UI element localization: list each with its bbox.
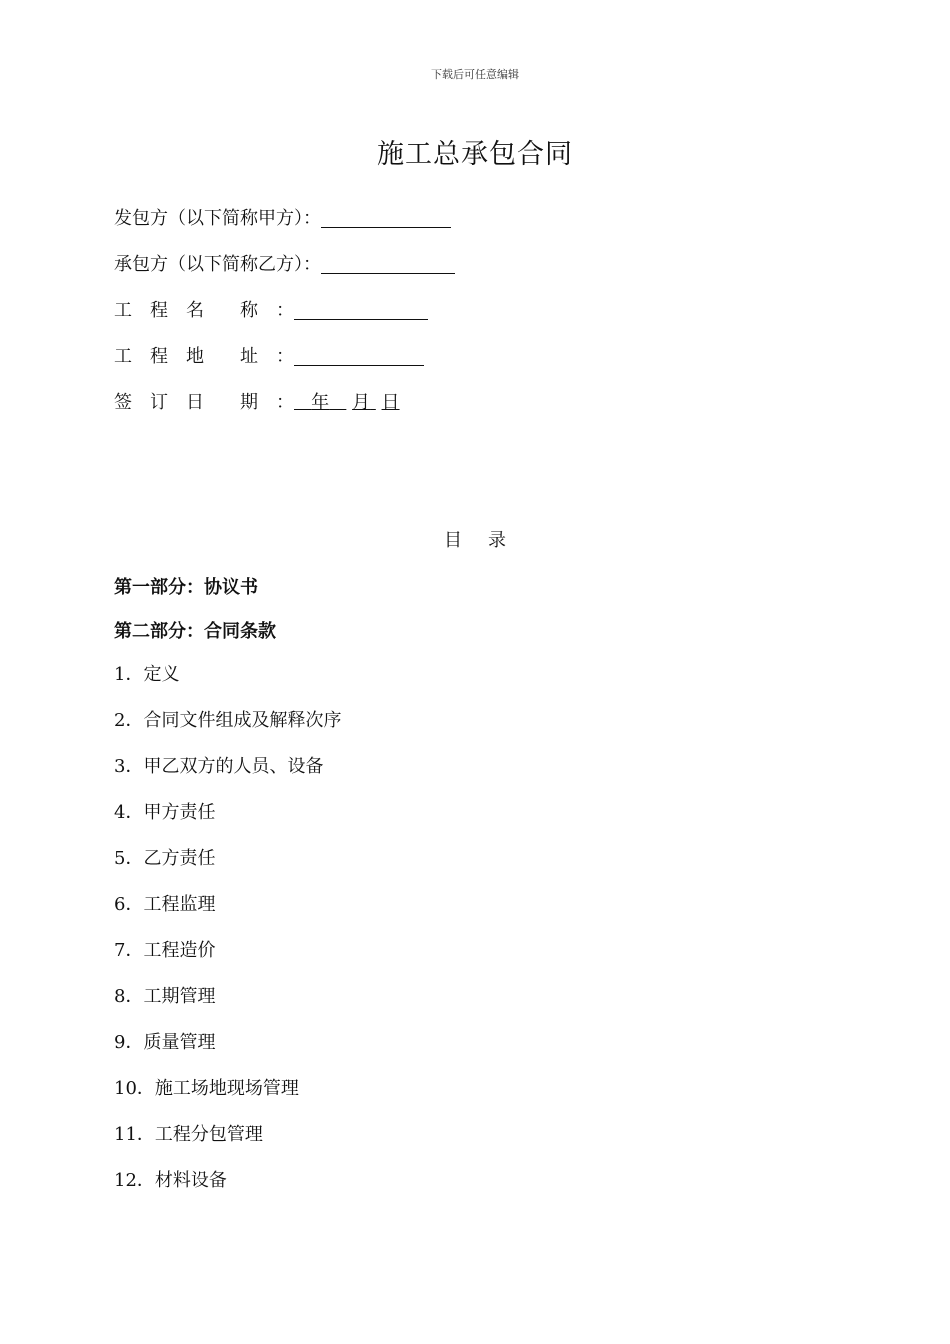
field-project-name-label: 工 程 名 称 ： [114, 300, 294, 321]
toc-part-2: 第二部分：合同条款 [114, 621, 276, 642]
toc-item: 6．工程监理 [114, 894, 216, 915]
toc-item: 8．工期管理 [114, 986, 216, 1007]
toc-item: 10．施工场地现场管理 [114, 1078, 299, 1099]
date-blanks[interactable]: 年 [311, 392, 330, 413]
field-project-address-label: 工 程 地 址 ： [114, 346, 294, 367]
project-address-blank[interactable] [294, 345, 424, 366]
contractor-blank[interactable] [321, 253, 455, 274]
field-sign-date-label: 签 订 日 期 ： [114, 392, 294, 413]
toc-item: 3．甲乙双方的人员、设备 [114, 756, 324, 777]
employer-blank[interactable] [321, 207, 451, 228]
toc-item: 2．合同文件组成及解释次序 [114, 710, 342, 731]
page-header: 下载后可任意编辑 [431, 68, 519, 81]
field-sign-date: 签 订 日 期 ： 年 月 日 [114, 392, 400, 413]
toc-item: 7．工程造价 [114, 940, 216, 961]
field-employer-label: 发包方（以下简称甲方）： [114, 208, 321, 229]
toc-item: 5．乙方责任 [114, 848, 216, 869]
toc-part-1: 第一部分：协议书 [114, 577, 258, 598]
field-contractor [114, 250, 455, 276]
toc-item: 1．定义 [114, 664, 180, 685]
toc-item: 4．甲方责任 [114, 802, 216, 823]
project-name-blank[interactable] [294, 299, 428, 320]
field-project-address [114, 342, 424, 368]
field-employer [114, 204, 451, 230]
toc-title: 目录 [444, 530, 532, 551]
field-contractor-label: 承包方（以下简称乙方）： [114, 254, 321, 275]
toc-item: 9．质量管理 [114, 1032, 216, 1053]
document-title: 施工总承包合同 [377, 139, 573, 170]
field-project-name [114, 296, 428, 322]
toc-item: 11．工程分包管理 [114, 1124, 263, 1145]
toc-item: 12．材料设备 [114, 1170, 227, 1191]
